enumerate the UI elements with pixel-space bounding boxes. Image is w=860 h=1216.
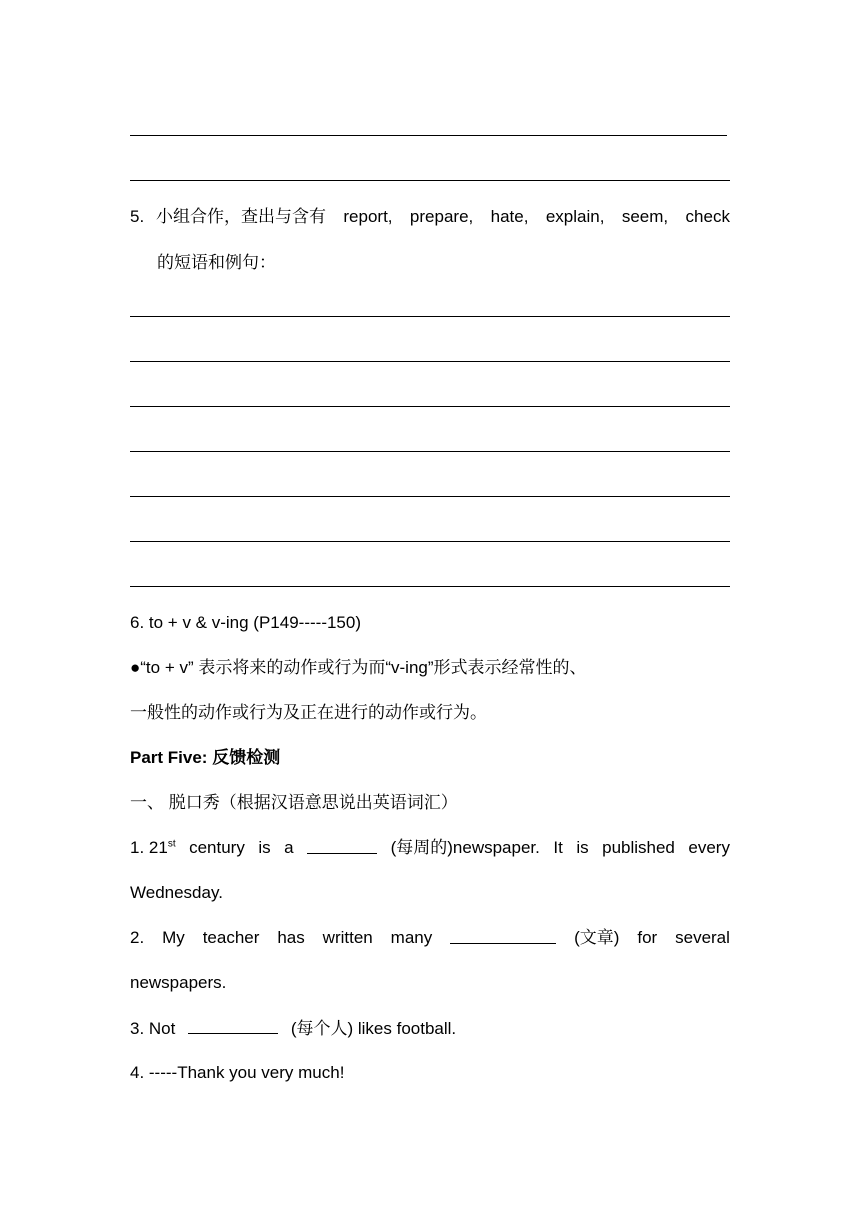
item-1-hint: (每周的)newspaper. xyxy=(390,838,540,857)
item-1-word: published xyxy=(602,838,675,857)
item-2-line1 xyxy=(130,927,730,949)
q5-number: 5. xyxy=(130,207,145,226)
q5-word: explain, xyxy=(545,207,605,226)
answer-line xyxy=(130,406,730,407)
answer-line xyxy=(130,361,730,362)
item-1-number: 1. 21 xyxy=(130,838,168,857)
answer-line xyxy=(130,586,730,587)
q5-word: 小组合作，查出与含有 xyxy=(156,207,326,226)
item-3-start: 3. Not xyxy=(130,1019,176,1038)
item-1-line1 xyxy=(130,837,730,859)
item-1-word: every xyxy=(688,838,730,857)
item-2-word: My xyxy=(162,928,185,947)
ordinal-suffix: st xyxy=(167,838,176,850)
q6-heading: 6. to + v & v-ing (P149-----150) xyxy=(130,613,362,632)
q5-word: seem, xyxy=(621,207,669,226)
answer-blank[interactable] xyxy=(188,1017,278,1034)
item-2-word: many xyxy=(390,928,433,947)
q5-word: report, xyxy=(343,207,393,226)
item-2-word: several xyxy=(675,928,730,947)
item-2-word: has xyxy=(277,928,305,947)
answer-blank[interactable] xyxy=(450,927,556,944)
part-five-title: Part Five: 反馈检测 xyxy=(130,748,281,767)
q5-line2: 的短语和例句： xyxy=(157,253,276,272)
q5-word: check xyxy=(685,207,730,226)
item-1-word: is xyxy=(576,838,589,857)
item-2-line2: newspapers. xyxy=(130,973,227,992)
answer-line xyxy=(130,180,730,181)
answer-line xyxy=(130,451,730,452)
item-1-word: It xyxy=(553,838,563,857)
item-2-number: 2. xyxy=(130,928,145,947)
answer-line xyxy=(130,135,727,136)
item-2-word: teacher xyxy=(202,928,260,947)
q5-word: hate, xyxy=(490,207,529,226)
answer-line xyxy=(130,496,730,497)
item-1-line2: Wednesday. xyxy=(130,883,223,902)
item-3-line xyxy=(130,1017,730,1040)
answer-line xyxy=(130,316,730,317)
item-4-line: 4. -----Thank you very much! xyxy=(130,1063,345,1082)
item-2-hint: (文章) xyxy=(574,928,620,947)
answer-blank[interactable] xyxy=(307,837,377,854)
item-2-word: written xyxy=(322,928,373,947)
answer-line xyxy=(130,541,730,542)
item-1-word: a xyxy=(284,838,294,857)
q5-word: prepare, xyxy=(409,207,474,226)
item-3-end: (每个人) likes football. xyxy=(290,1019,457,1038)
section-one-heading: 一、 脱口秀（根据汉语意思说出英语词汇） xyxy=(130,793,458,812)
q6-line1: ●“to + v” 表示将来的动作或行为而“v-ing”形式表示经常性的、 xyxy=(130,658,587,677)
item-2-word: for xyxy=(637,928,658,947)
item-1-word: century xyxy=(189,838,245,857)
q6-line2: 一般性的动作或行为及正在进行的动作或行为。 xyxy=(130,703,487,722)
item-1-word: is xyxy=(258,838,271,857)
